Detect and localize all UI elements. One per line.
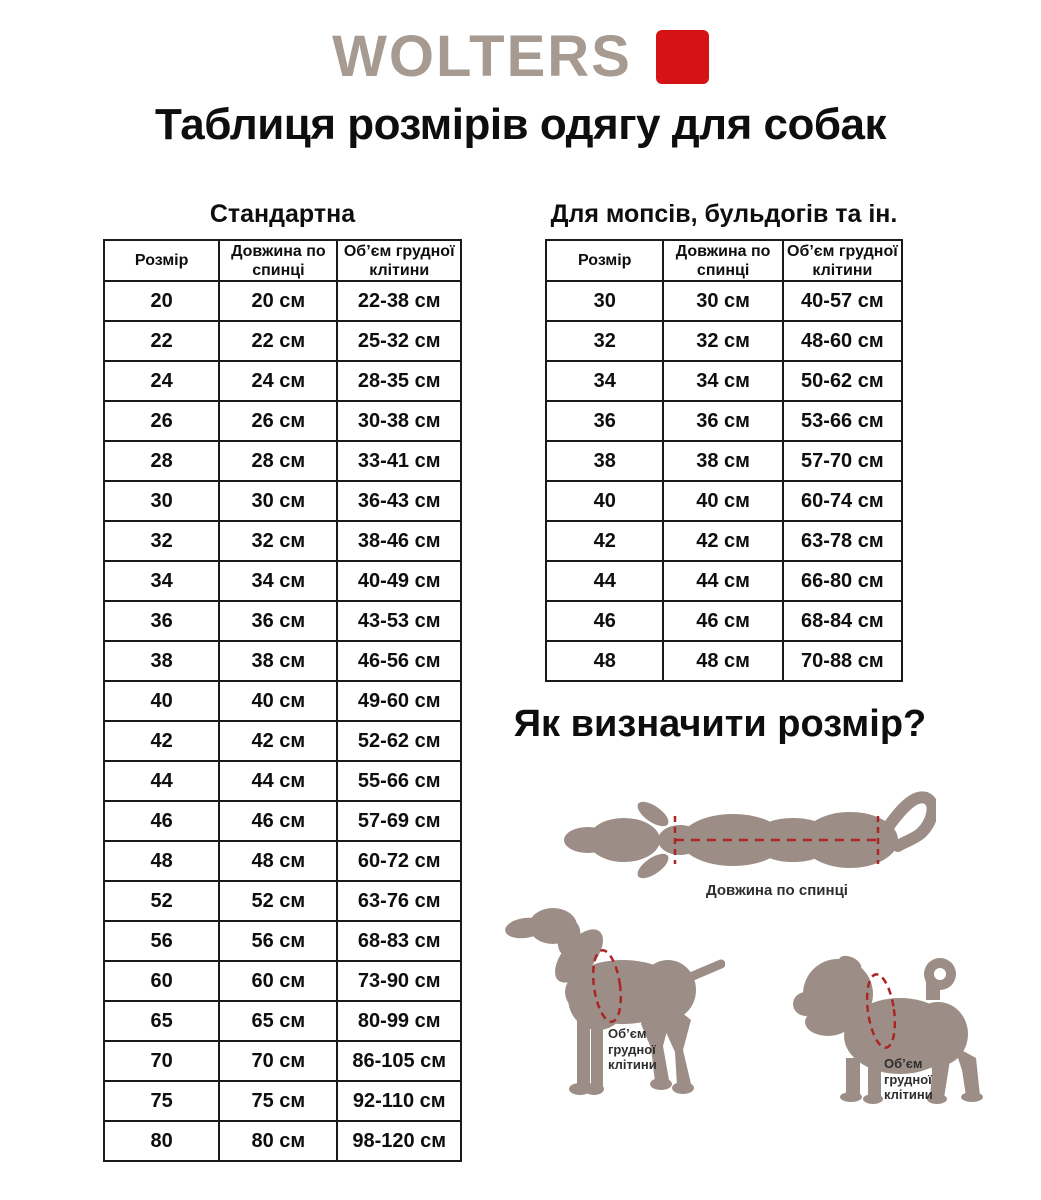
size-cell: 36 см — [219, 601, 337, 641]
size-cell: 28-35 см — [337, 361, 461, 401]
flat-faced-size-table — [545, 239, 903, 682]
size-cell: 40 см — [219, 681, 337, 721]
size-cell: 26 см — [219, 401, 337, 441]
size-cell: 65 см — [219, 1001, 337, 1041]
size-cell: 50-62 см — [783, 361, 902, 401]
size-row — [546, 601, 902, 641]
size-row — [104, 1081, 461, 1121]
size-row — [104, 761, 461, 801]
size-cell: 80 — [104, 1121, 219, 1161]
size-cell: 48-60 см — [783, 321, 902, 361]
size-cell: 38 см — [219, 641, 337, 681]
size-row — [104, 881, 461, 921]
size-cell: 52-62 см — [337, 721, 461, 761]
column-header-back-length: Довжина по спинці — [663, 240, 782, 281]
size-cell: 73-90 см — [337, 961, 461, 1001]
size-cell: 75 — [104, 1081, 219, 1121]
size-cell: 46 см — [219, 801, 337, 841]
size-cell: 20 — [104, 281, 219, 321]
size-cell: 20 см — [219, 281, 337, 321]
size-row — [104, 401, 461, 441]
guide-title: Як визначити розмір? — [513, 703, 927, 745]
size-cell: 52 см — [219, 881, 337, 921]
column-header-back-length: Довжина по спинці — [219, 240, 337, 281]
size-cell: 34 см — [219, 561, 337, 601]
size-cell: 56 см — [219, 921, 337, 961]
size-row — [104, 481, 461, 521]
size-cell: 40 см — [663, 481, 782, 521]
dog-top-view-illustration — [558, 778, 936, 882]
size-cell: 70 — [104, 1041, 219, 1081]
size-row — [104, 521, 461, 561]
brand-logo — [0, 24, 1041, 89]
column-header-size: Розмір — [546, 240, 663, 281]
chest-label: Об’єм грудної клітини — [884, 1056, 933, 1102]
size-row — [546, 561, 902, 601]
size-cell: 22 см — [219, 321, 337, 361]
brand-red-square-icon — [656, 30, 709, 84]
size-cell: 44 — [104, 761, 219, 801]
size-cell: 30-38 см — [337, 401, 461, 441]
size-cell: 24 — [104, 361, 219, 401]
size-cell: 60-72 см — [337, 841, 461, 881]
size-cell: 38-46 см — [337, 521, 461, 561]
size-cell: 36 см — [663, 401, 782, 441]
page-title: Таблиця розмірів одягу для собак — [154, 100, 887, 149]
size-cell: 24 см — [219, 361, 337, 401]
size-cell: 33-41 см — [337, 441, 461, 481]
size-cell: 32 см — [663, 321, 782, 361]
size-row — [104, 361, 461, 401]
size-cell: 42 — [104, 721, 219, 761]
size-cell: 40-49 см — [337, 561, 461, 601]
size-row — [104, 841, 461, 881]
flat-faced-table-section — [545, 200, 903, 682]
size-cell: 56 — [104, 921, 219, 961]
size-cell: 36-43 см — [337, 481, 461, 521]
size-cell: 63-78 см — [783, 521, 902, 561]
size-cell: 42 — [546, 521, 663, 561]
size-cell: 70 см — [219, 1041, 337, 1081]
standard-size-table — [103, 239, 462, 1162]
size-cell: 60 см — [219, 961, 337, 1001]
size-cell: 43-53 см — [337, 601, 461, 641]
size-row — [104, 801, 461, 841]
size-cell: 49-60 см — [337, 681, 461, 721]
size-cell: 38 — [546, 441, 663, 481]
size-cell: 86-105 см — [337, 1041, 461, 1081]
size-cell: 42 см — [663, 521, 782, 561]
size-cell: 25-32 см — [337, 321, 461, 361]
size-cell: 46 см — [663, 601, 782, 641]
size-row — [546, 401, 902, 441]
size-cell: 65 — [104, 1001, 219, 1041]
size-cell: 34 см — [663, 361, 782, 401]
size-row — [104, 1041, 461, 1081]
size-cell: 60-74 см — [783, 481, 902, 521]
size-cell: 38 — [104, 641, 219, 681]
size-cell: 44 — [546, 561, 663, 601]
size-row — [104, 441, 461, 481]
size-cell: 36 — [546, 401, 663, 441]
size-cell: 32 — [104, 521, 219, 561]
size-cell: 28 см — [219, 441, 337, 481]
size-row — [104, 961, 461, 1001]
size-cell: 32 — [546, 321, 663, 361]
size-cell: 34 — [104, 561, 219, 601]
size-cell: 66-80 см — [783, 561, 902, 601]
size-cell: 42 см — [219, 721, 337, 761]
size-cell: 30 — [546, 281, 663, 321]
size-row — [104, 281, 461, 321]
size-row — [104, 1001, 461, 1041]
size-row — [546, 641, 902, 681]
size-cell: 30 — [104, 481, 219, 521]
size-cell: 38 см — [663, 441, 782, 481]
size-cell: 70-88 см — [783, 641, 902, 681]
size-cell: 53-66 см — [783, 401, 902, 441]
size-cell: 30 см — [663, 281, 782, 321]
back-length-label: Довжина по спинці — [706, 882, 848, 899]
size-cell: 57-70 см — [783, 441, 902, 481]
size-row — [104, 561, 461, 601]
size-cell: 57-69 см — [337, 801, 461, 841]
size-row — [104, 1121, 461, 1161]
size-cell: 68-83 см — [337, 921, 461, 961]
size-cell: 68-84 см — [783, 601, 902, 641]
size-cell: 80 см — [219, 1121, 337, 1161]
size-cell: 48 см — [663, 641, 782, 681]
size-cell: 36 — [104, 601, 219, 641]
flat-faced-table-subtitle: Для мопсів, бульдогів та ін. — [550, 200, 898, 228]
size-cell: 32 см — [219, 521, 337, 561]
header-row — [546, 240, 902, 281]
size-cell: 44 см — [219, 761, 337, 801]
size-cell: 40-57 см — [783, 281, 902, 321]
size-row — [546, 521, 902, 561]
chest-label: Об’єм грудної клітини — [608, 1026, 657, 1072]
size-cell: 63-76 см — [337, 881, 461, 921]
size-cell: 46-56 см — [337, 641, 461, 681]
size-cell: 26 — [104, 401, 219, 441]
size-row — [546, 361, 902, 401]
size-cell: 48 — [104, 841, 219, 881]
column-header-chest: Об’єм грудної клітини — [337, 240, 461, 281]
size-cell: 98-120 см — [337, 1121, 461, 1161]
standard-table-section — [103, 200, 462, 1162]
size-cell: 60 — [104, 961, 219, 1001]
size-cell: 75 см — [219, 1081, 337, 1121]
size-row — [546, 321, 902, 361]
size-cell: 34 — [546, 361, 663, 401]
column-header-size: Розмір — [104, 240, 219, 281]
size-row — [104, 681, 461, 721]
size-cell: 80-99 см — [337, 1001, 461, 1041]
column-header-chest: Об’єм грудної клітини — [783, 240, 902, 281]
size-row — [104, 641, 461, 681]
size-cell: 46 — [104, 801, 219, 841]
size-cell: 40 — [104, 681, 219, 721]
size-row — [104, 721, 461, 761]
size-row — [104, 321, 461, 361]
size-row — [546, 441, 902, 481]
size-cell: 48 — [546, 641, 663, 681]
header-row — [104, 240, 461, 281]
size-cell: 30 см — [219, 481, 337, 521]
standard-table-subtitle: Стандартна — [209, 200, 356, 228]
size-cell: 22 — [104, 321, 219, 361]
size-cell: 55-66 см — [337, 761, 461, 801]
size-row — [546, 481, 902, 521]
size-cell: 48 см — [219, 841, 337, 881]
size-cell: 52 — [104, 881, 219, 921]
size-cell: 40 — [546, 481, 663, 521]
size-cell: 44 см — [663, 561, 782, 601]
size-row — [104, 921, 461, 961]
size-cell: 46 — [546, 601, 663, 641]
size-cell: 28 — [104, 441, 219, 481]
brand-wordmark: WOLTERS — [332, 24, 632, 89]
size-cell: 92-110 см — [337, 1081, 461, 1121]
size-cell: 22-38 см — [337, 281, 461, 321]
size-row — [546, 281, 902, 321]
size-row — [104, 601, 461, 641]
